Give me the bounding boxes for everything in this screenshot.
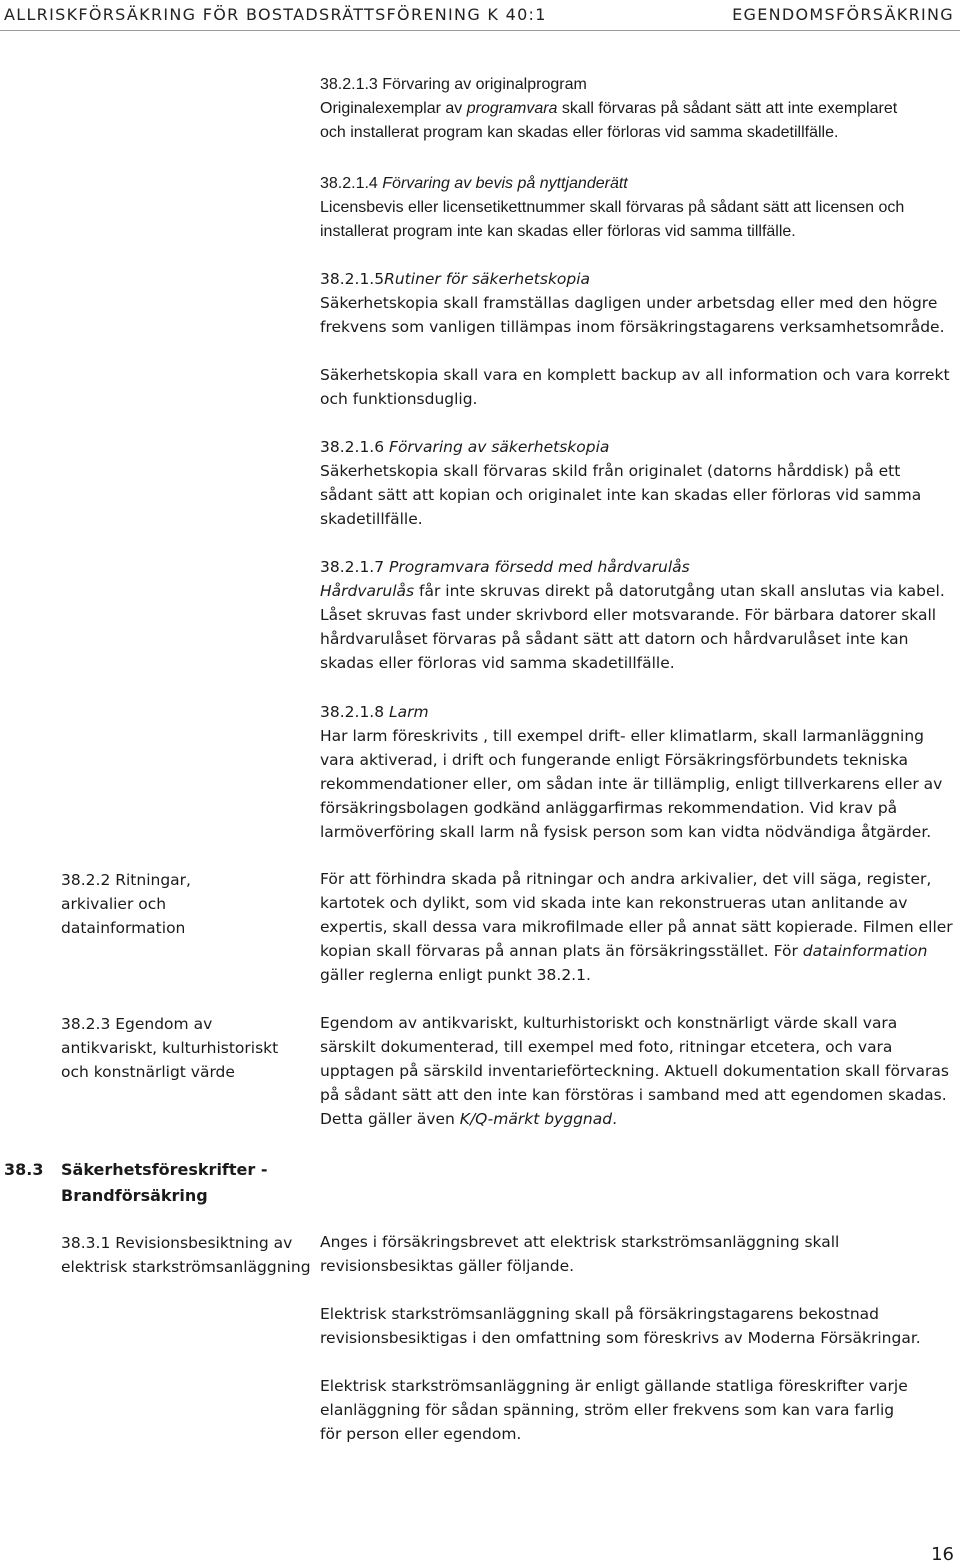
clause-title: 38.2.1.6 Förvaring av säkerhetskopia (320, 438, 610, 456)
document-category: EGENDOMSFÖRSÄKRING (732, 5, 954, 24)
clause-title: 38.2.1.7 Programvara försedd med hårdvarulås (320, 558, 690, 576)
section-38-3-1-p3: Elektrisk starkströmsanläggning är enligt gällande statliga föreskrifter varje elanläggning för sådan spänning, ström eller frekvens som kan vara farlig för person eller egendom. (320, 1377, 908, 1443)
section-number: 38.3 (4, 1160, 44, 1179)
clause-title: 38.2.1.5Rutiner för säkerhetskopia (320, 270, 591, 288)
side-heading-38-3-1: 38.3.1 Revisionsbesiktning av elektrisk starkströmsanläggning (61, 1234, 311, 1276)
clause-text: Licensbevis eller licensetikettnummer skall förvaras på sådant sätt att licensen och installerat program inte kan skadas eller förloras vid samma tillfälle. (320, 198, 905, 240)
clause-text: Hårdvarulås får inte skruvas direkt på datorutgång utan skall anslutas via kabel. Låset skruvas fast under skrivbord eller motsvarande. För bärbara datorer skall hårdvarulåset förvaras på sådant sätt att datorn och hårdvarulåset inte kan skadas eller förloras vid samma skadetillfälle. (320, 581, 945, 672)
clause-38-2-1-5 (320, 268, 954, 340)
clause-text: Har larm föreskrivits , till exempel drift- eller klimatlarm, skall larmanläggning vara aktiverad, i drift och fungerande enligt Försäkringsförbundets tekniska rekommendationer eller, om sådan inte är tillämplig, enligt tillverkarens eller av försäkringsbolagen godkänd anläggarfirmas rekommendation. Vid krav på larmöverföring skall larm nå fysisk person som kan vidta nödvändiga åtgärder. (320, 726, 943, 841)
clause-38-2-1-4 (320, 172, 954, 244)
clause-38-2-1-3 (320, 73, 954, 145)
page-number: 16 (931, 1544, 954, 1565)
page-header (0, 0, 960, 31)
clause-text: Säkerhetskopia skall vara en komplett backup av all information och vara korrekt och funktionsduglig. (320, 366, 950, 408)
clause-text: och installerat program kan skadas eller förloras vid samma skadetillfälle. (320, 123, 839, 141)
side-heading-38-2-3: 38.2.3 Egendom av antikvariskt, kulturhistoriskt och konstnärligt värde (61, 1015, 279, 1081)
clause-text: Originalexemplar av programvara skall förvaras på sådant sätt att inte exemplaret (320, 99, 898, 117)
section-38-2-3-text: Egendom av antikvariskt, kulturhistoriskt och konstnärligt värde skall vara särskilt dokumenterad, till exempel med foto, ritningar etcetera, och vara upptagen på särskild inventarieförteckning. Aktuell dokumentation skall förvaras på sådant sätt att den inte kan förstöras i samband med att egendomen skadas. Detta gäller även K/Q-märkt byggnad. (320, 1014, 949, 1128)
clause-text: Säkerhetskopia skall förvaras skild från originalet (datorns hårddisk) på ett sådant sätt att kopian och originalet inte kan skadas eller förloras vid samma skadetillfälle. (320, 461, 922, 528)
section-38-3-1-p2: Elektrisk starkströmsanläggning skall på försäkringstagarens bekostnad revisionsbesiktigas i den omfattning som föreskrivs av Moderna Försäkringar. (320, 1305, 921, 1347)
document-title: ALLRISKFÖRSÄKRING FÖR BOSTADSRÄTTSFÖRENING K 40:1 (4, 5, 547, 24)
clause-38-2-1-7 (320, 556, 954, 676)
section-38-3-1-p1: Anges i försäkringsbrevet att elektrisk starkströmsanläggning skall revisionsbesiktas gäller följande. (320, 1233, 840, 1275)
clause-38-2-1-8 (320, 701, 954, 844)
clause-text: Säkerhetskopia skall framställas dagligen under arbetsdag eller med den högre frekvens som vanligen tillämpas inom försäkringstagarens verksamhetsområde. (320, 293, 945, 336)
section-38-2-2-text: För att förhindra skada på ritningar och andra arkivalier, det vill säga, register, kartotek och dylikt, som vid skada inte kan rekonstrueras utan anlitande av expertis, skall dessa vara mikrofilmade eller på annat sätt kopierade. Filmen eller kopian skall förvaras på annan plats än försäkringsstället. För datainformation gäller reglerna enligt punkt 38.2.1. (320, 870, 953, 984)
side-heading-38-2-2: 38.2.2 Ritningar, arkivalier och datainformation (61, 871, 191, 937)
clause-38-2-1-5-continued (320, 364, 954, 412)
clause-title: 38.2.1.3 Förvaring av originalprogram (320, 76, 587, 93)
section-title: Säkerhetsföreskrifter - Brandförsäkring (61, 1160, 268, 1205)
clause-38-2-1-6 (320, 436, 954, 532)
clause-title: 38.2.1.8 Larm (320, 703, 429, 721)
clause-title: 38.2.1.4 Förvaring av bevis på nyttjanderätt (320, 175, 628, 192)
